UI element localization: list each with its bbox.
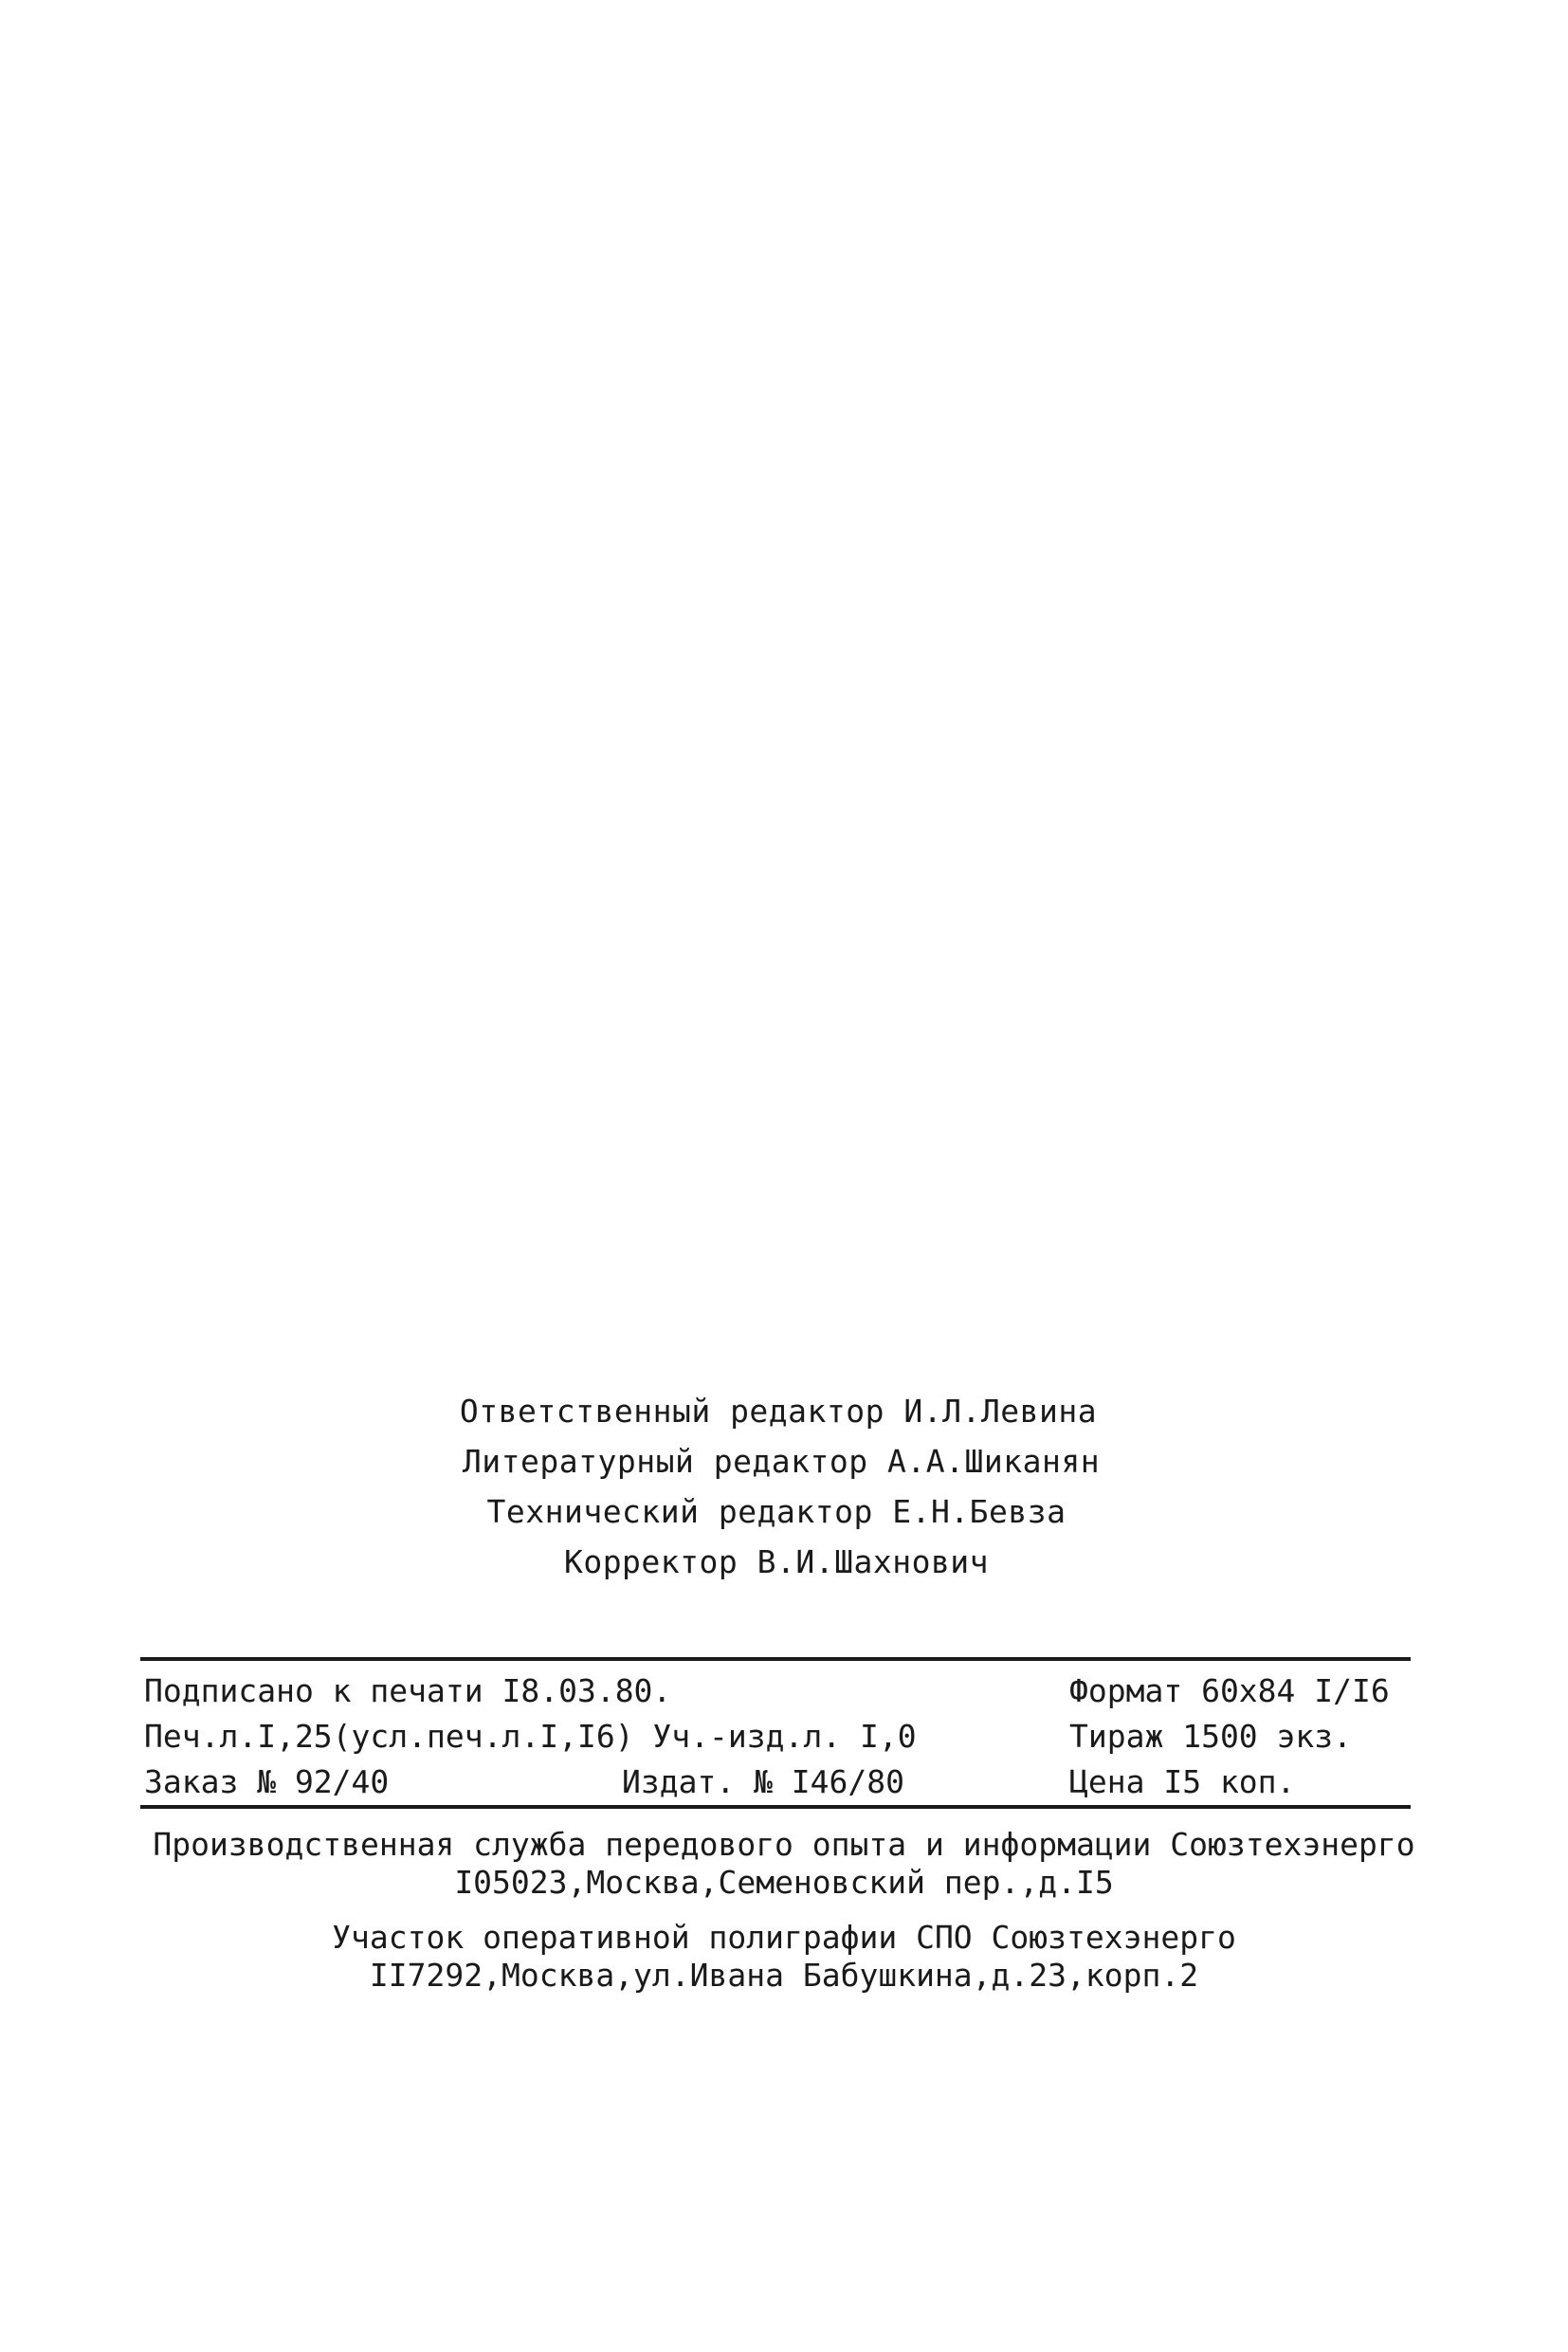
printshop-address: II7292,Москва,ул.Ивана Бабушкина,д.23,корп.2 xyxy=(369,1957,1199,1994)
literary-editor: Литературный редактор А.А.Шиканян xyxy=(462,1443,1101,1480)
printed-sheets: Печ.л.I,25(усл.печ.л.I,I6) Уч.-изд.л. I,0 xyxy=(144,1718,917,1755)
print-run: Тираж 1500 экз. xyxy=(1069,1718,1353,1755)
proofreader: Корректор В.И.Шахнович xyxy=(563,1543,990,1580)
responsible-editor: Ответственный редактор И.Л.Левина xyxy=(459,1393,1098,1430)
technical-editor: Технический редактор Е.Н.Бевза xyxy=(486,1493,1067,1530)
service-name: Производственная служба передового опыта и информации Союзтехэнерго xyxy=(153,1826,1415,1863)
price: Цена I5 коп. xyxy=(1069,1763,1296,1800)
publisher-info xyxy=(0,1826,1568,1995)
printshop-name: Участок оперативной полиграфии СПО Союзтехэнерго xyxy=(332,1919,1236,1956)
imprint-bottom-rule xyxy=(140,1805,1411,1809)
service-address: I05023,Москва,Семеновский пер.,д.I5 xyxy=(454,1864,1114,1901)
order-number: Заказ № 92/40 xyxy=(144,1763,390,1800)
signed-for-print: Подписано к печати I8.03.80. xyxy=(144,1672,672,1709)
publication-number: Издат. № I46/80 xyxy=(622,1763,905,1800)
format: Формат 60х84 I/I6 xyxy=(1069,1672,1390,1709)
editorial-credits xyxy=(0,1386,1568,1587)
imprint-block xyxy=(140,1657,1411,1809)
